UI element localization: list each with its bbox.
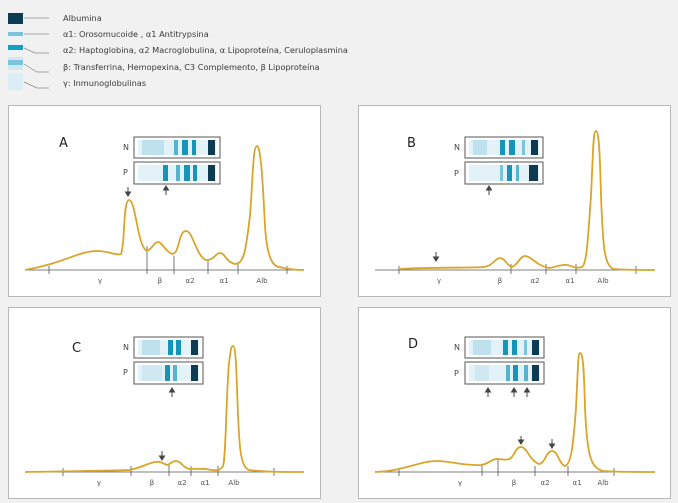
legend-label-beta: β: Transferrina, Hemopexina, C3 Complemento, β Lipoproteína bbox=[63, 62, 320, 72]
panel-a-axis-gamma: γ bbox=[97, 277, 103, 285]
panel-a-row-p-label: P bbox=[123, 168, 128, 177]
panel-b-row-p-label: P bbox=[454, 169, 459, 178]
panel-a-row-n-label: N bbox=[123, 143, 129, 152]
panel-b-ticks bbox=[399, 264, 636, 274]
panel-d-arrow-down-1 bbox=[519, 436, 524, 444]
legend-label-alpha2: α2: Haptoglobina, α2 Macroglobulina, α Lipoproteína, Ceruloplasmina bbox=[63, 45, 348, 55]
panel-b-arrow-down bbox=[434, 252, 439, 261]
panel-b-strip-n bbox=[465, 137, 543, 158]
panel-c-strip-n bbox=[134, 337, 203, 358]
panel-b-albumin-band-p bbox=[529, 165, 538, 181]
panel-a-axis-alb: Alb bbox=[256, 277, 268, 285]
gamma-swatch bbox=[8, 73, 23, 90]
panel-a-arrow-up bbox=[164, 186, 169, 195]
panel-a-strip-p bbox=[134, 162, 220, 184]
panel-d-strip-p bbox=[465, 362, 544, 384]
panel-b-axis-alpha1: α1 bbox=[565, 277, 575, 285]
panel-d-arrow-up-3 bbox=[525, 388, 530, 397]
panel-c-axis-beta: β bbox=[149, 479, 155, 487]
panel-b-arrow-up bbox=[487, 186, 492, 195]
panel-c-figure bbox=[9, 308, 320, 498]
legend-label-alpha1: α1: Orosomucoide , α1 Antitrypsina bbox=[63, 29, 209, 39]
panel-a-label: A bbox=[59, 136, 68, 151]
panel-b bbox=[358, 105, 671, 297]
panel-d-axis-alpha1: α1 bbox=[572, 479, 582, 487]
panel-c-axis-alpha2: α2 bbox=[177, 479, 187, 487]
panel-d-axis-gamma: γ bbox=[457, 479, 463, 487]
panel-a-figure bbox=[9, 106, 320, 296]
panel-d-row-n-label: N bbox=[454, 343, 460, 352]
panel-c-arrow-down bbox=[160, 451, 165, 460]
panel-d-arrow-down-2 bbox=[550, 439, 555, 448]
panel-c-label: C bbox=[72, 341, 82, 356]
panel-c-strip-p bbox=[134, 362, 203, 384]
panel-c-row-p-label: P bbox=[123, 368, 128, 377]
panel-d-row-p-label: P bbox=[454, 369, 459, 378]
panel-b-albumin-band-n bbox=[531, 140, 538, 155]
panel-b-axis-alb: Alb bbox=[597, 277, 609, 285]
legend bbox=[7, 10, 387, 96]
panel-d-label: D bbox=[408, 337, 419, 352]
panel-d-axis-beta: β bbox=[511, 479, 517, 487]
panel-c-axis-gamma: γ bbox=[96, 479, 102, 487]
panel-a-strip-n bbox=[134, 137, 220, 158]
panel-c bbox=[8, 307, 321, 499]
panel-d-strip-n bbox=[465, 337, 544, 358]
panel-a-albumin-band-p bbox=[208, 165, 215, 181]
panel-d-arrow-up-1 bbox=[486, 388, 491, 397]
albumin-swatch bbox=[8, 13, 23, 24]
panel-c-albumin-band-n bbox=[191, 340, 198, 355]
panel-d-figure bbox=[359, 308, 670, 498]
panel-a-axis-alpha2: α2 bbox=[185, 277, 195, 285]
panel-a bbox=[8, 105, 321, 297]
panel-c-albumin-band-p bbox=[191, 365, 198, 381]
panel-d-albumin-band-n bbox=[532, 340, 539, 355]
panel-d-axis-alpha2: α2 bbox=[540, 479, 550, 487]
legend-label-gamma: γ: Inmunoglobulinas bbox=[63, 78, 147, 88]
panel-c-arrow-up bbox=[170, 388, 175, 397]
legend-swatches bbox=[7, 10, 67, 96]
panel-c-axis-alb: Alb bbox=[228, 479, 240, 487]
panel-b-axis-gamma: γ bbox=[436, 277, 442, 285]
panel-b-row-n-label: N bbox=[454, 143, 460, 152]
panel-c-axis-alpha1: α1 bbox=[200, 479, 210, 487]
panel-b-axis-alpha2: α2 bbox=[530, 277, 540, 285]
panel-a-arrow-down bbox=[126, 187, 131, 196]
panel-b-axis-beta: β bbox=[497, 277, 503, 285]
panel-b-figure bbox=[359, 106, 670, 296]
panel-d-albumin-band-p bbox=[532, 365, 539, 381]
panel-d-arrow-up-2 bbox=[512, 388, 517, 397]
panel-a-albumin-band-n bbox=[208, 140, 215, 155]
panel-b-strip-p bbox=[465, 162, 543, 184]
panel-d-axis-alb: Alb bbox=[597, 479, 609, 487]
legend-label-albumin: Albumina bbox=[63, 13, 102, 23]
panel-a-axis-alpha1: α1 bbox=[219, 277, 229, 285]
panel-a-axis-beta: β bbox=[157, 277, 163, 285]
panel-c-row-n-label: N bbox=[123, 343, 129, 352]
panel-d bbox=[358, 307, 671, 499]
panel-b-label: B bbox=[407, 136, 416, 151]
